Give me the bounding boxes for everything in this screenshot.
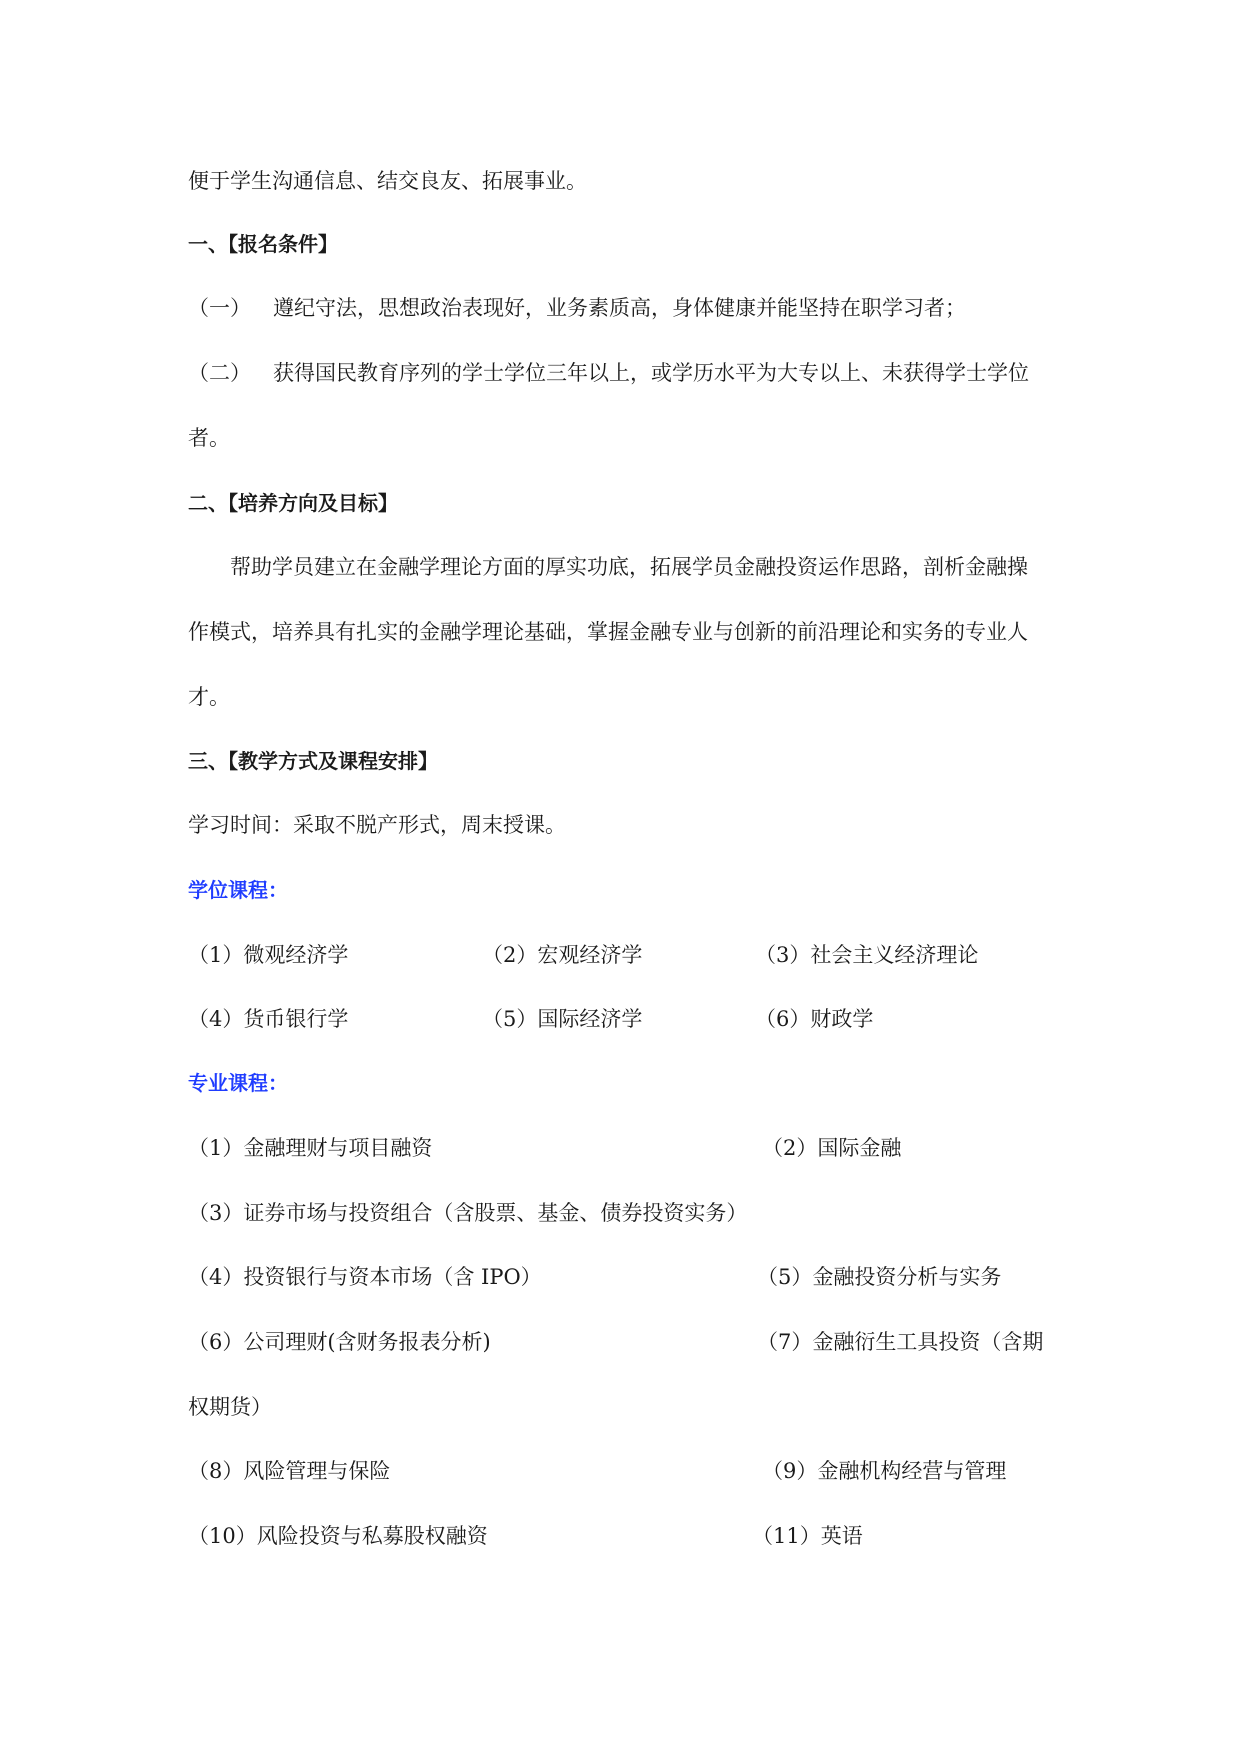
study-time: 学习时间：采取不脱产形式，周末授课。 — [188, 813, 566, 837]
major-course-continuation: 权期货） — [188, 1395, 272, 1419]
major-course: （10）风险投资与私募股权融资 — [188, 1524, 488, 1548]
item-number: （二） — [188, 361, 251, 385]
section1-item-2-continuation: 者。 — [188, 426, 230, 450]
major-course: （8）风险管理与保险 — [188, 1459, 391, 1483]
major-course: （11）英语 — [752, 1524, 863, 1548]
major-course: （7）金融衍生工具投资（含期 — [757, 1330, 1044, 1354]
section1-heading: 一、【报名条件】 — [188, 232, 338, 256]
intro-line: 便于学生沟通信息、结交良友、拓展事业。 — [188, 169, 587, 193]
section2-paragraph-line-1: 帮助学员建立在金融学理论方面的厚实功底，拓展学员金融投资运作思路，剖析金融操 — [230, 555, 1028, 579]
degree-course: （5）国际经济学 — [482, 1007, 643, 1031]
degree-course: （6）财政学 — [755, 1007, 874, 1031]
section3-heading: 三、【教学方式及课程安排】 — [188, 749, 438, 773]
major-course: （3）证券市场与投资组合（含股票、基金、债券投资实务） — [188, 1201, 748, 1225]
section2-heading: 二、【培养方向及目标】 — [188, 491, 398, 515]
major-course: （1）金融理财与项目融资 — [188, 1136, 433, 1160]
item-text: 遵纪守法，思想政治表现好，业务素质高，身体健康并能坚持在职学习者； — [273, 296, 966, 320]
section1-item-2 — [188, 359, 1029, 387]
section2-paragraph-line-2: 作模式，培养具有扎实的金融学理论基础，掌握金融专业与创新的前沿理论和实务的专业人 — [188, 620, 1028, 644]
item-number: （一） — [188, 296, 251, 320]
section2-paragraph-line-3: 才。 — [188, 685, 230, 709]
section1-item-1 — [188, 294, 966, 322]
major-course: （4）投资银行与资本市场（含 IPO） — [188, 1265, 542, 1289]
major-courses-label: 专业课程： — [188, 1071, 288, 1095]
major-course: （9）金融机构经营与管理 — [762, 1459, 1007, 1483]
major-course: （5）金融投资分析与实务 — [757, 1265, 1002, 1289]
major-course: （6）公司理财(含财务报表分析) — [188, 1330, 491, 1354]
degree-course: （4）货币银行学 — [188, 1007, 349, 1031]
degree-course: （2）宏观经济学 — [482, 943, 643, 967]
degree-course: （1）微观经济学 — [188, 943, 349, 967]
degree-courses-label: 学位课程： — [188, 878, 288, 902]
degree-course: （3）社会主义经济理论 — [755, 943, 979, 967]
item-text: 获得国民教育序列的学士学位三年以上，或学历水平为大专以上、未获得学士学位 — [273, 361, 1029, 385]
major-course: （2）国际金融 — [762, 1136, 902, 1160]
